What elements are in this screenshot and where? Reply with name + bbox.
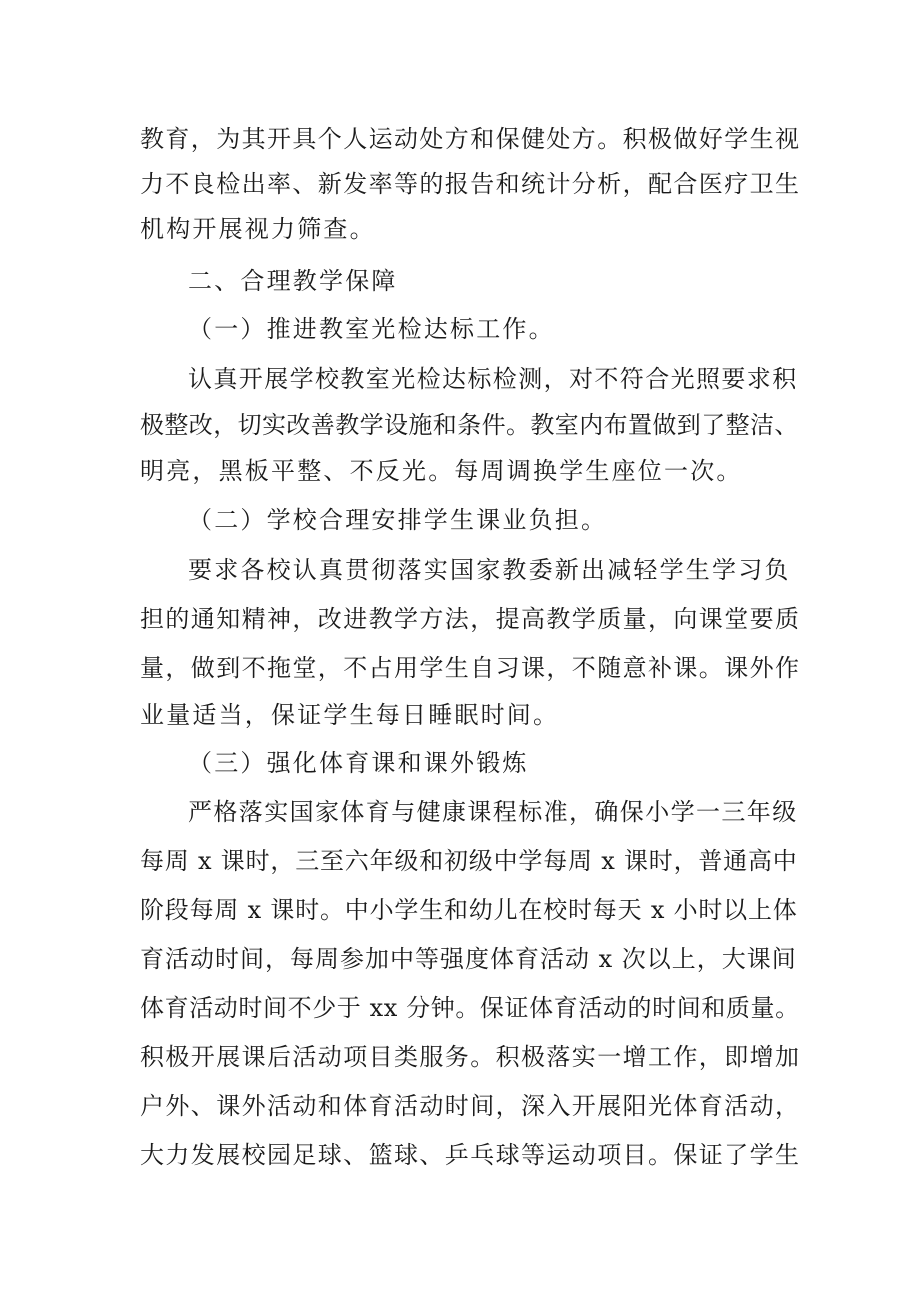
paragraph-line: 量，做到不拖堂，不占用学生自习课，不随意补课。课外作 bbox=[140, 654, 801, 682]
paragraph-line: 认真开展学校教室光检达标检测，对不符合光照要求积 bbox=[188, 365, 798, 393]
paragraph-line: 机构开展视力筛查。 bbox=[140, 215, 376, 243]
paragraph-line: 积极开展课后活动项目类服务。积极落实一增工作，即增加 bbox=[140, 1043, 801, 1071]
paragraph-line: 每周 x 课时，三至六年级和初级中学每周 x 课时，普通高中 bbox=[140, 847, 798, 875]
paragraph-line: 担的通知精神，改进教学方法，提高教学质量，向课堂要质 bbox=[140, 605, 801, 633]
subsection-heading: （三）强化体育课和课外锻炼 bbox=[188, 749, 529, 777]
paragraph-line: 严格落实国家体育与健康课程标准，确保小学一三年级 bbox=[188, 798, 798, 826]
paragraph-line: 极整改，切实改善教学设施和条件。教室内布置做到了整洁、 bbox=[140, 411, 799, 439]
paragraph-line: 要求各校认真贯彻落实国家教委新出减轻学生学习负 bbox=[188, 556, 791, 584]
subsection-heading: （二）学校合理安排学生课业负担。 bbox=[188, 506, 608, 534]
section-heading: 二、合理教学保障 bbox=[188, 267, 398, 295]
paragraph-line: 大力发展校园足球、篮球、乒乓球等运动项目。保证了学生 bbox=[140, 1141, 801, 1169]
paragraph-line: 阶段每周 x 课时。中小学生和幼儿在校时每天 x 小时以上体 bbox=[140, 896, 798, 924]
paragraph-line: 育活动时间，每周参加中等强度体育活动 x 次以上，大课间 bbox=[140, 945, 797, 973]
paragraph-line: 户外、课外活动和体育活动时间，深入开展阳光体育活动， bbox=[140, 1092, 801, 1120]
paragraph-line: 力不良检出率、新发率等的报告和统计分析，配合医疗卫生 bbox=[140, 170, 801, 198]
subsection-heading: （一）推进教室光检达标工作。 bbox=[188, 315, 555, 343]
paragraph-line: 业量适当，保证学生每日睡眠时间。 bbox=[140, 701, 560, 729]
paragraph-line: 教育，为其开具个人运动处方和保健处方。积极做好学生视 bbox=[140, 125, 801, 153]
paragraph-line: 体育活动时间不少于 xx 分钟。保证体育活动的时间和质量。 bbox=[140, 994, 800, 1022]
paragraph-line: 明亮，黑板平整、不反光。每周调换学生座位一次。 bbox=[140, 457, 743, 485]
